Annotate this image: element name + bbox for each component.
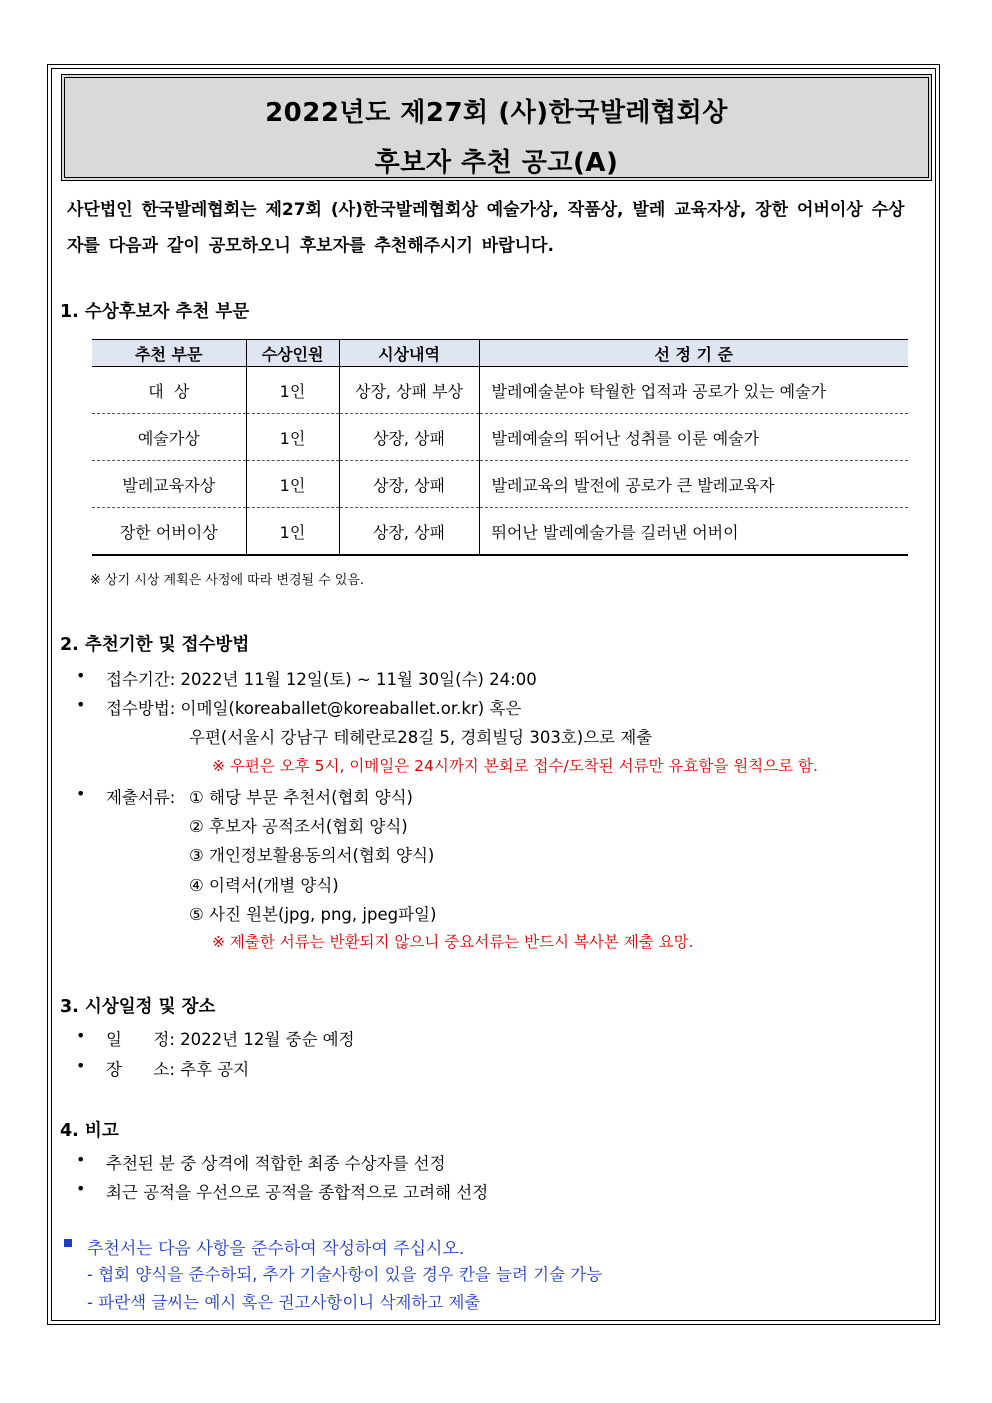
table-cell-criteria: 발레예술분야 탁월한 업적과 공로가 있는 예술가 <box>479 367 908 414</box>
guide-item: - 파란색 글씨는 예시 혹은 권고사항이니 삭제하고 제출 <box>87 1293 481 1312</box>
bullet-icon: • <box>76 1056 86 1075</box>
square-bullet-icon <box>64 1239 72 1247</box>
bullet-icon: • <box>76 666 86 685</box>
doc-item: ③ 개인정보활용동의서(협회 양식) <box>189 846 435 865</box>
title-box <box>61 74 932 181</box>
table-note: ※ 상기 시상 계획은 사정에 따라 변경될 수 있음. <box>90 573 365 588</box>
table-cell-prize: 상장, 상패 <box>339 461 479 508</box>
table-cell-category: 대 상 <box>92 367 246 414</box>
method-line-1: 접수방법: 이메일(koreaballet@koreaballet.or.kr) 혹은 <box>106 699 522 718</box>
title-line-1: 2022년도 제27회 (사)한국발레협회상 <box>265 98 728 128</box>
schedule-date: 일 정: 2022년 12월 중순 예정 <box>106 1030 355 1049</box>
remark-item: 최근 공적을 우선으로 공적을 종합적으로 고려해 선정 <box>106 1183 489 1202</box>
table-header-cell: 선 정 기 준 <box>479 340 908 367</box>
section-4-heading: 4. 비고 <box>60 1121 119 1141</box>
table-header-cell: 시상내역 <box>339 340 479 367</box>
table-cell-criteria: 발레교육의 발전에 공로가 큰 발레교육자 <box>479 461 908 508</box>
table-cell-count: 1인 <box>246 508 339 556</box>
table-cell-category: 장한 어버이상 <box>92 508 246 556</box>
method-note: ※ 우편은 오후 5시, 이메일은 24시까지 본회로 접수/도착된 서류만 유효함을 원칙으로 함. <box>212 757 818 775</box>
table-cell-criteria: 뛰어난 발레예술가를 길러낸 어버이 <box>479 508 908 556</box>
bullet-icon: • <box>76 1026 86 1045</box>
section-1-heading: 1. 수상후보자 추천 부문 <box>60 302 250 322</box>
table-cell-prize: 상장, 상패 부상 <box>339 367 479 414</box>
title-line-2: 후보자 추천 공고(A) <box>374 148 619 178</box>
table-cell-prize: 상장, 상패 <box>339 508 479 556</box>
docs-note: ※ 제출한 서류는 반환되지 않으니 중요서류는 반드시 복사본 제출 요망. <box>212 933 694 951</box>
doc-item: ④ 이력서(개별 양식) <box>189 876 339 895</box>
awards-table <box>92 339 908 556</box>
doc-item: ② 후보자 공적조서(협회 양식) <box>189 817 408 836</box>
table-cell-category: 예술가상 <box>92 414 246 461</box>
table-header-row <box>92 340 908 367</box>
doc-item: ⑤ 사진 원본(jpg, png, jpeg파일) <box>189 905 437 924</box>
guide-item: - 협회 양식을 준수하되, 추가 기술사항이 있을 경우 칸을 늘려 기술 가능 <box>87 1265 603 1284</box>
table-header-cell: 수상인원 <box>246 340 339 367</box>
bullet-icon: • <box>76 784 86 803</box>
bullet-icon: • <box>76 1150 86 1169</box>
table-cell-count: 1인 <box>246 461 339 508</box>
table-cell-count: 1인 <box>246 367 339 414</box>
section-3-heading: 3. 시상일정 및 장소 <box>60 997 216 1017</box>
schedule-place: 장 소: 추후 공지 <box>106 1060 250 1079</box>
table-cell-count: 1인 <box>246 414 339 461</box>
table-row <box>92 414 908 461</box>
remark-item: 추천된 분 중 상격에 적합한 최종 수상자를 선정 <box>106 1154 446 1173</box>
section-2-heading: 2. 추천기한 및 접수방법 <box>60 635 250 655</box>
bullet-icon: • <box>76 695 86 714</box>
table-cell-category: 발레교육자상 <box>92 461 246 508</box>
table-cell-criteria: 발레예술의 뛰어난 성취를 이룬 예술가 <box>479 414 908 461</box>
table-row <box>92 508 908 556</box>
intro-paragraph: 사단법인 한국발레협회는 제27회 (사)한국발레협회상 예술가상, 작품상, 발레 교육자상, 장한 어버이상 수상자를 다음과 같이 공모하오니 후보자를 추천해주시기 바랍니다. <box>67 200 905 256</box>
guide-heading: 추천서는 다음 사항을 준수하여 작성하여 주십시오. <box>87 1239 465 1259</box>
doc-item: ① 해당 부문 추천서(협회 양식) <box>189 788 413 807</box>
method-line-2: 우편(서울시 강남구 테헤란로28길 5, 경희빌딩 303호)으로 제출 <box>189 728 653 747</box>
period-text: 접수기간: 2022년 11월 12일(토) ~ 11월 30일(수) 24:00 <box>106 670 537 689</box>
docs-label: 제출서류: <box>106 788 176 807</box>
table-row <box>92 461 908 508</box>
bullet-icon: • <box>76 1179 86 1198</box>
table-cell-prize: 상장, 상패 <box>339 414 479 461</box>
table-row <box>92 367 908 414</box>
table-header-cell: 추천 부문 <box>92 340 246 367</box>
